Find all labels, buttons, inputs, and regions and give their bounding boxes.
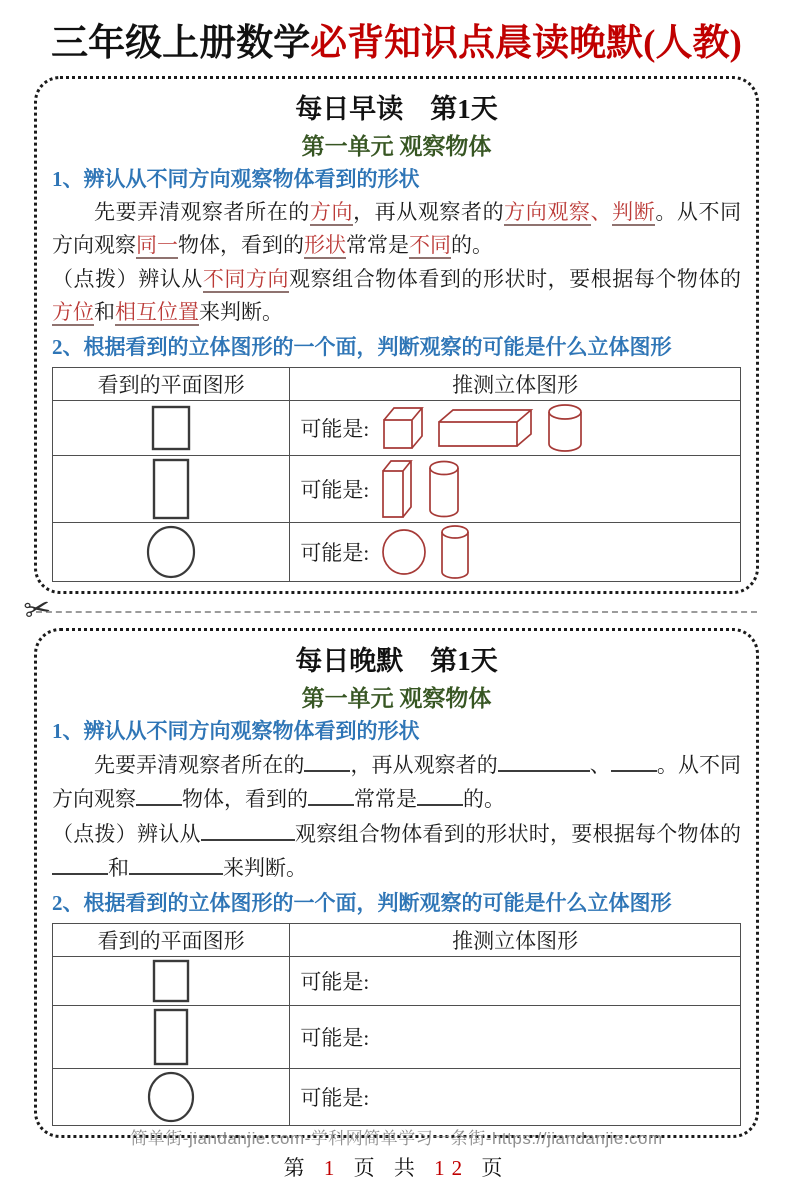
evening-table-header-row [53,923,741,956]
maybe-label: 可能是: [300,477,370,502]
rectangle-icon [153,1008,189,1066]
answer-blank-cell [290,1068,741,1125]
plane-shape-cell [53,1068,290,1125]
maybe-label: 可能是: [300,1025,370,1050]
answer-blank-cell [290,1005,741,1068]
morning-section1-title: 1、辨认从不同方向观察物体看到的形状 [52,167,420,192]
page-indicator [0,1152,793,1182]
col-solid-header: 推测立体图形 [290,367,741,400]
evening-dictation-card [34,628,759,1138]
solid-shapes-cell [290,400,741,455]
cuboid-tall-icon [381,459,415,519]
evening-section2-title: 2、根据看到的立体图形的一个面，判断观察的可能是什么立体图形 [52,891,672,916]
cylinder-icon [545,403,585,453]
square-icon [152,959,190,1003]
plane-shape-cell [53,455,290,522]
solid-shapes-cell [290,455,741,522]
morning-unit-title: 第一单元 观察物体 [301,134,492,160]
page-indicator-suffix: 页 [469,1155,510,1180]
maybe-label: 可能是: [300,540,370,565]
page-title [0,20,793,68]
cube-icon [381,405,425,451]
evening-table [52,923,741,1126]
morning-table [52,367,741,582]
table-row [53,522,741,581]
cylinder-icon [439,525,471,579]
morning-table-header-row [53,367,741,400]
plane-shape-cell [53,956,290,1005]
evening-unit-title: 第一单元 观察物体 [301,685,492,711]
morning-paragraph-2: （点拨）辨认从不同方向观察组合物体看到的形状时，要根据每个物体的方位和相互位置来判断。 [52,267,742,325]
cut-line [20,587,757,630]
morning-paragraph-1: 先要弄清观察者所在的方向，再从观察者的方向观察、判断。从不同方向观察同一物体，看到的形状常常是不同的。 [52,200,742,258]
plane-shape-cell [53,522,290,581]
maybe-label: 可能是: [300,416,370,441]
table-row [53,956,741,1005]
page-indicator-mid: 页 共 [341,1155,435,1180]
scissors-icon: ✂ [20,587,54,630]
evening-section1-title: 1、辨认从不同方向观察物体看到的形状 [52,718,420,743]
col-plane-header: 看到的平面图形 [53,923,290,956]
title-subject-part: 必背知识点晨读晚默(人教) [310,23,742,64]
cylinder-icon [427,460,461,518]
square-icon [151,405,191,451]
morning-section2-title: 2、根据看到的立体图形的一个面，判断观察的可能是什么立体图形 [52,335,672,360]
rectangle-icon [152,458,190,520]
evening-header: 每日晚默 第1天 [295,645,498,676]
maybe-label: 可能是: [300,1085,370,1110]
cuboid-icon [437,408,533,448]
sphere-icon [381,528,427,576]
plane-shape-cell [53,400,290,455]
plane-shape-cell [53,1005,290,1068]
col-plane-header: 看到的平面图形 [53,367,290,400]
page-total-number: 12 [434,1155,470,1180]
solid-shapes-cell [290,522,741,581]
col-solid-header: 推测立体图形 [290,923,741,956]
maybe-label: 可能是: [300,969,370,994]
page-indicator-prefix: 第 [283,1155,324,1180]
table-row [53,400,741,455]
evening-paragraph-1: 先要弄清观察者所在的 ，再从观察者的 、 。从不同方向观察 物体，看到的 常常是 的。 [52,748,741,816]
worksheet-page [0,20,793,1180]
footer-site-link: 简单街-jiandanjie.com-学科网简单学习一条街-https://jiandanjie.com [130,1128,663,1148]
table-row [53,455,741,522]
table-row [53,1005,741,1068]
title-grade-part: 三年级上册数学 [51,23,311,64]
page-current-number: 1 [323,1155,342,1180]
circle-icon [147,1071,195,1123]
circle-icon [146,525,196,579]
evening-paragraph-2: （点拨）辨认从 观察组合物体看到的形状时，要根据每个物体的和 来判断。 [52,817,741,885]
answer-blank-cell [290,956,741,1005]
morning-reading-card [34,76,759,594]
table-row [53,1068,741,1125]
morning-header: 每日早读 第1天 [295,94,498,125]
